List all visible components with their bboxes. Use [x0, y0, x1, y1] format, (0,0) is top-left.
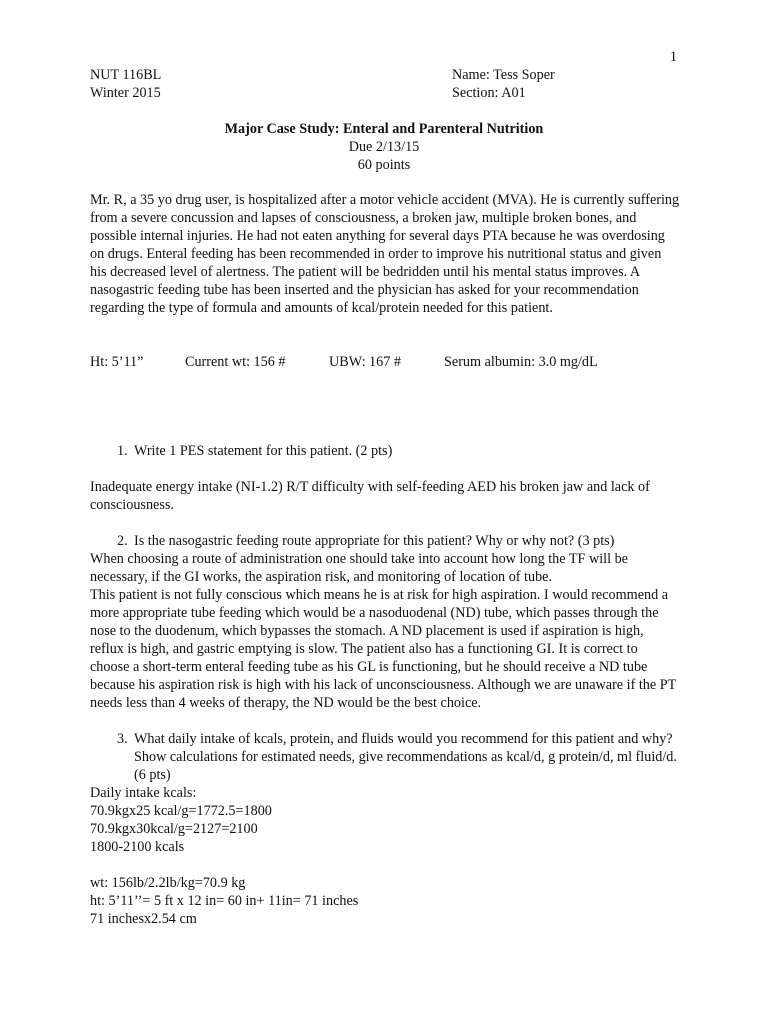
question-1	[107, 442, 680, 460]
page-number: 1	[669, 49, 677, 65]
calc-line: ht: 5’11’’= 5 ft x 12 in= 60 in+ 11in= 71 inches	[90, 893, 359, 909]
question-1-number: 1.	[117, 443, 128, 459]
calc-line: 71 inchesx2.54 cm	[90, 911, 197, 927]
patient-stats	[90, 353, 650, 371]
stat-albumin: Serum albumin: 3.0 mg/dL	[444, 354, 598, 370]
points-total: 60 points	[357, 157, 411, 173]
answer-1: Inadequate energy intake (NI-1.2) R/T difficulty with self-feeding AED his broken jaw and lack of consciousness.	[90, 479, 650, 513]
stat-height: Ht: 5’11”	[90, 354, 144, 370]
course-code: NUT 116BL	[90, 67, 162, 83]
question-3-text: What daily intake of kcals, protein, and fluids would you recommend for this patient and why? Show calculations for estimated needs, give recommendations as kcal/d, g protein/d, ml fluid/d. (6 pts)	[134, 731, 677, 783]
stat-ubw: UBW: 167 #	[329, 354, 401, 370]
answer-3-line: 70.9kgx25 kcal/g=1772.5=1800	[90, 803, 272, 819]
document-title: Major Case Study: Enteral and Parenteral Nutrition	[224, 121, 544, 137]
question-2-text: Is the nasogastric feeding route appropriate for this patient? Why or why not? (3 pts)	[134, 533, 615, 549]
questions-section	[90, 442, 680, 928]
student-name: Name: Tess Soper	[452, 67, 555, 83]
answer-3-line: Daily intake kcals:	[90, 785, 197, 801]
term: Winter 2015	[90, 85, 161, 101]
intro-paragraph: Mr. R, a 35 yo drug user, is hospitalized after a motor vehicle accident (MVA). He is currently suffering from a severe concussion and lapses of consciousness, a broken jaw, multiple broken bones, and possible internal injuries. He had not eaten anything for several days PTA because he was overdosing on drugs. Enteral feeding has been recommended in order to improve his nutritional status and given his decreased level of alertness. The patient will be bedridden until his mental status improves. A nasogastric feeding tube has been inserted and the physician has asked for your recommendation regarding the type of formula and amounts of kcal/protein needed for this patient.	[90, 192, 680, 316]
title-block	[0, 120, 768, 174]
question-2-number: 2.	[117, 533, 128, 549]
question-3-number: 3.	[117, 731, 128, 747]
question-1-text: Write 1 PES statement for this patient. (2 pts)	[134, 443, 393, 459]
answer-2-part-1: When choosing a route of administration one should take into account how long the TF will be necessary, if the GI works, the aspiration risk, and monitoring of location of tube.	[90, 551, 628, 585]
section: Section: A01	[452, 85, 526, 101]
case-intro	[90, 191, 680, 317]
answer-3-line: 70.9kgx30kcal/g=2127=2100	[90, 821, 258, 837]
stat-current-weight: Current wt: 156 #	[185, 354, 286, 370]
calc-line: wt: 156lb/2.2lb/kg=70.9 kg	[90, 875, 246, 891]
answer-2-part-2: This patient is not fully conscious which means he is at risk for high aspiration. I would recommend a more appropriate tube feeding which would be a nasoduodenal (ND) tube, which passes through the nose to the duodenum, which bypasses the stomach. A ND placement is used if aspiration is high, reflux is high, and gastric emptying is slow. The patient also has a functioning GI. It is correct to choose a short-term enteral feeding tube as his GL is functioning, but he should receive a ND tube because his aspiration risk is high with his lack of unconsciousness. Although we are unaware if the PT needs less than 4 weeks of therapy, the ND would be the best choice.	[90, 587, 677, 711]
question-3	[107, 730, 680, 784]
question-2	[107, 532, 680, 550]
document-header	[90, 66, 560, 102]
due-date: Due 2/13/15	[348, 139, 420, 155]
answer-3-line: 1800-2100 kcals	[90, 839, 185, 855]
